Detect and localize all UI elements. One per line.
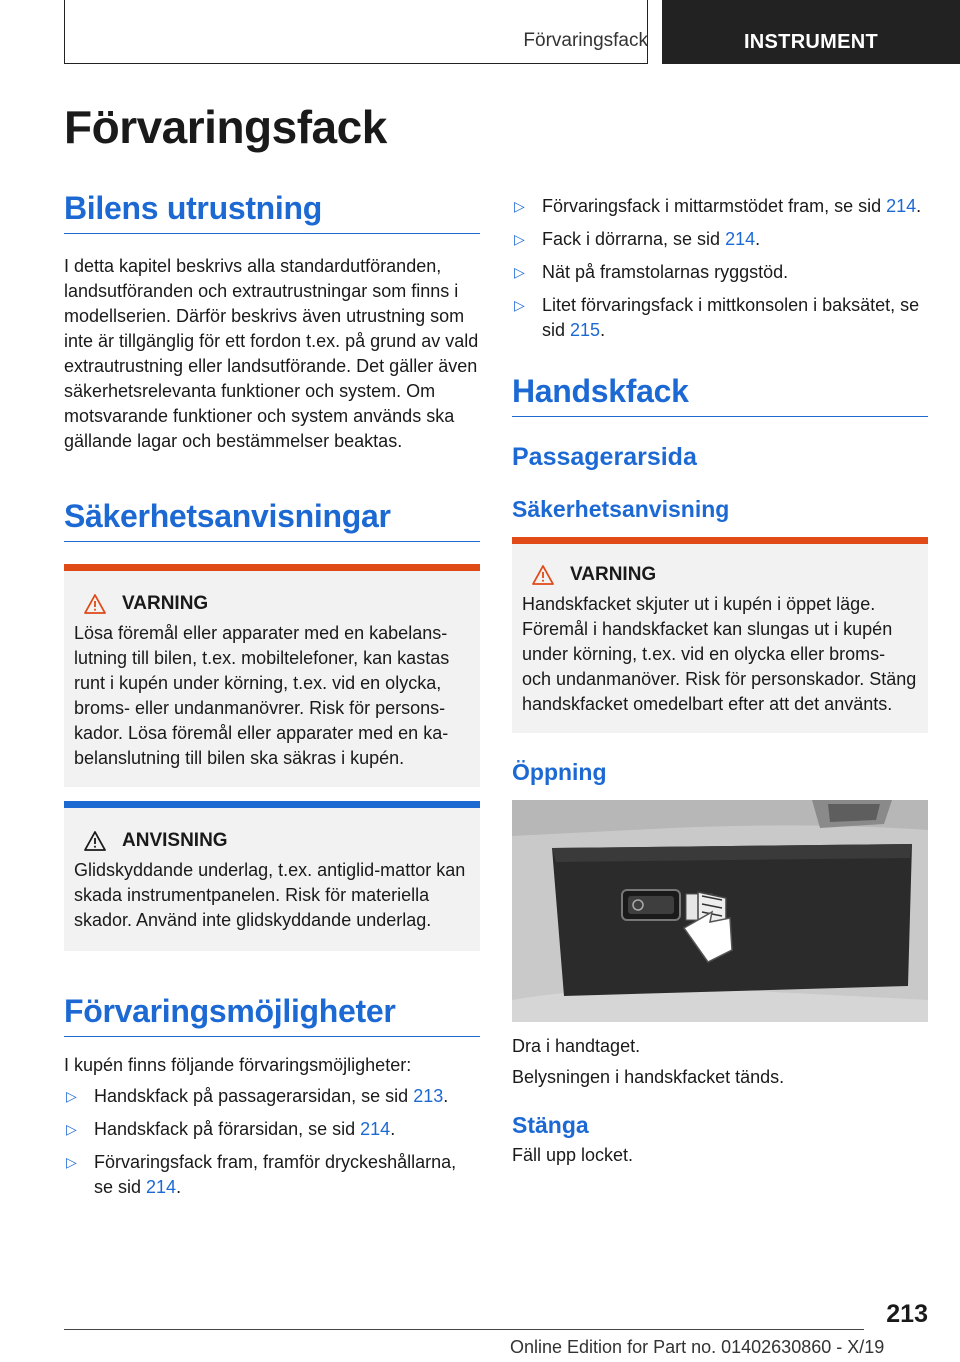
page-link[interactable]: 214	[360, 1119, 391, 1139]
heading-forvaringsmojligheter: Förvaringsmöjligheter	[64, 993, 480, 1037]
page-link[interactable]: 213	[413, 1086, 444, 1106]
page-link[interactable]: 215	[570, 320, 601, 340]
page-link[interactable]: 214	[146, 1177, 177, 1197]
page-link[interactable]: 214	[886, 196, 917, 216]
heading-sakerhetsanvisningar: Säkerhetsanvisningar	[64, 498, 480, 542]
storage-list-left	[64, 1084, 480, 1200]
footer-divider	[64, 1329, 864, 1330]
header-section-title: Förvaringsfack	[523, 30, 648, 51]
bullet-triangle-icon: ▷	[514, 297, 525, 313]
notice-header	[74, 830, 470, 852]
heading-sakerhetsanvisning: Säkerhetsanvisning	[512, 496, 730, 522]
close-step: Fäll upp locket.	[512, 1145, 634, 1165]
storage-list-right	[512, 194, 928, 343]
bullet-triangle-icon: ▷	[514, 198, 525, 214]
open-step-2: Belysningen i handskfacket tänds.	[512, 1067, 785, 1087]
storage-intro: I kupén finns följande förvaringsmöjligheter:	[64, 1055, 412, 1075]
notice-triangle-icon	[84, 831, 106, 851]
page-number: 213	[886, 1300, 928, 1328]
warning-header	[74, 593, 470, 615]
bullet-triangle-icon: ▷	[514, 264, 525, 280]
heading-oppning: Öppning	[512, 759, 607, 785]
open-step-1: Dra i handtaget.	[512, 1036, 641, 1056]
bullet-triangle-icon: ▷	[514, 231, 525, 247]
list-item: ▷ Handskfack på passagerarsidan, se sid 213.	[64, 1084, 480, 1109]
header-chapter-tab[interactable]: INSTRUMENT	[662, 0, 960, 64]
warning-header	[522, 564, 918, 586]
warning-text: Lösa föremål eller apparater med en kabelanslutning till bilen, t.ex. mobiltelefoner, kan kastas runt i kupén under körning, t.ex. vid en olycka, broms- eller undanmanövrer. Risk för personskador. Lösa föremål eller apparater med en kabelanslutning till bilen ska säkras i kupén.	[74, 623, 450, 768]
bullet-triangle-icon: ▷	[66, 1154, 77, 1170]
right-column	[512, 190, 928, 1168]
heading-stanga: Stänga	[512, 1112, 589, 1138]
page-title: Förvaringsfack	[64, 101, 387, 153]
warning-box	[512, 537, 928, 733]
warning-box	[64, 564, 480, 787]
bullet-triangle-icon: ▷	[66, 1121, 77, 1137]
list-item: ▷ Förvaringsfack fram, framför dryckeshållarna, se sid 214.	[66, 1152, 457, 1197]
warning-triangle-icon	[532, 565, 554, 585]
bullet-triangle-icon: ▷	[66, 1088, 77, 1104]
heading-bilens-utrustning: Bilens utrustning	[64, 190, 480, 234]
list-item: ▷ Förvaringsfack i mittarmstödet fram, se sid 214.	[512, 194, 928, 219]
notice-label: ANVISNING	[122, 830, 228, 851]
warning-label: VARNING	[570, 564, 657, 585]
left-column	[64, 190, 480, 1208]
warning-text: Handskfacket skjuter ut i kupén i öppet läge. Föremål i handskfacket kan slungas ut i kupén under körning, t.ex. vid en olycka eller broms- och undanmanöver. Risk för personskador. Stäng handskfacket omedelbart efter att det använts.	[522, 594, 917, 714]
notice-box	[64, 801, 480, 951]
notice-text: Glidskyddande underlag, t.ex. antiglid-mattor kan skada instrumentpanelen. Risk för materiella skador. Använd inte glidskyddande underlag.	[74, 860, 466, 930]
footer-edition: Online Edition for Part no. 01402630860 - X/19	[510, 1337, 885, 1357]
glovebox-handle-illustration	[512, 800, 928, 1022]
warning-triangle-icon	[84, 594, 106, 614]
list-item: ▷ Fack i dörrarna, se sid 214.	[512, 227, 928, 252]
warning-label: VARNING	[122, 593, 209, 614]
heading-passagerarsida: Passagerarsida	[512, 443, 697, 471]
heading-handskfack: Handskfack	[512, 373, 928, 417]
page-link[interactable]: 214	[725, 229, 756, 249]
list-item: ▷ Nät på framstolarnas ryggstöd.	[512, 260, 928, 285]
list-item: ▷ Handskfack på förarsidan, se sid 214.	[64, 1117, 480, 1142]
equipment-paragraph: I detta kapitel beskrivs alla standardutföranden, landsutföranden och extrautrustningar som finns i modellserien. Därför beskrivs även utrustning som inte är tillgänglig för ett fordon t.ex. på grund av vald extrautrustning eller landsutförande. Det gäller även säkerhetsrelevanta funktioner och system. Om motsvarande funktioner och system används ska gällande lagar och bestämmelser beaktas.	[64, 256, 479, 451]
list-item: ▷ Litet förvaringsfack i mittkonsolen i baksätet, se sid 215.	[514, 295, 920, 340]
